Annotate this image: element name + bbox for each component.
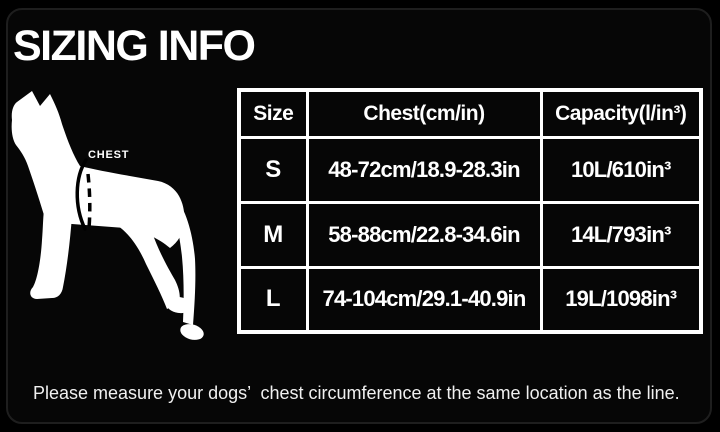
chest-label: CHEST	[88, 149, 130, 161]
dog-paw-far	[178, 321, 205, 342]
chest-range-value: 74-104cm/29.1-40.9in	[307, 267, 541, 332]
dog-silhouette-svg	[0, 82, 220, 344]
column-header-size: Size	[239, 90, 307, 137]
chest-range-value: 48-72cm/18.9-28.3in	[307, 137, 541, 202]
column-header-chest: Chest(cm/in)	[307, 90, 541, 137]
column-header-capacity: Capacity(l/in³)	[541, 90, 701, 137]
sizing-table	[237, 88, 703, 334]
table-row-s	[239, 137, 701, 202]
chest-range-value: 58-88cm/22.8-34.6in	[307, 202, 541, 267]
capacity-value: 14L/793in³	[541, 202, 701, 267]
dog-body-shape	[12, 91, 185, 248]
dog-front-leg	[30, 210, 72, 299]
dog-silhouette-illustration	[0, 82, 220, 344]
size-value: L	[239, 267, 307, 332]
size-value: M	[239, 202, 307, 267]
table-row-l	[239, 267, 701, 332]
table-row-m	[239, 202, 701, 267]
capacity-value: 19L/1098in³	[541, 267, 701, 332]
capacity-value: 10L/610in³	[541, 137, 701, 202]
measurement-instruction-note: Please measure your dogs’ chest circumference at the same location as the line.	[33, 383, 680, 403]
size-value: S	[239, 137, 307, 202]
page-title: SIZING INFO	[13, 22, 255, 70]
table-header-row	[239, 90, 701, 137]
